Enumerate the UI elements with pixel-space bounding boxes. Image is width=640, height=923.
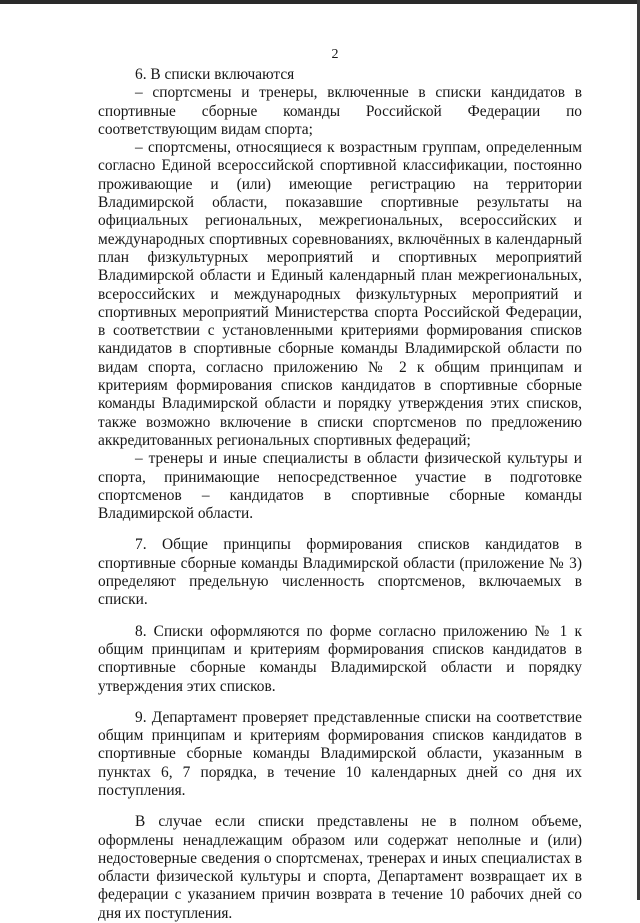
item-8-paragraph: 8. Списки оформляются по форме согласно приложению № 1 к общим принципам и критериям формирования списков кандидатов в спортивные сборные команды Владимирской области и порядку утверждения этих списков. [98,622,582,695]
item-7-paragraph: 7. Общие принципы формирования списков кандидатов в спортивные сборные команды Владимирской области (приложение № 3) определяют предельную численность спортсменов, включаемых в списки. [98,536,582,609]
item-6-heading: 6. В списки включаются [135,66,295,83]
list-item-athletes-coaches-rf: – спортсмены и тренеры, включенные в списки кандидатов в спортивные сборные команды Российской Федерации по соответствующим видам спорта; [98,84,582,138]
document-body [98,66,582,923]
item-9-paragraph: 9. Департамент проверяет представленные списки на соответствие общим принципам и критериям формирования списков кандидатов в спортивные сборные команды Владимирской области, указанным в пунктах 6, 7 порядка, в течение 10 календарных дней со дня их поступления. [98,708,582,799]
page-number: 2 [331,47,339,62]
return-conditions-paragraph: В случае если списки представлены не в полном объеме, оформлены ненадлежащим образом или содержат неполные и (или) недостоверные сведения о спортсменах, тренерах и иных специалистах в области физической культуры и спорта, Департамент возвращает их в федерации с указанием причин возврата в течение 10 рабочих дней со дня их поступления. [98,813,582,922]
list-item-athletes-age-groups: – спортсмены, относящиеся к возрастным группам, определенным согласно Единой всероссийской спортивной классификации, постоянно проживающие и (или) имеющие регистрацию на территории Владимирской области, показавшие спортивные результаты на официальных региональных, межрегиональных, всероссийских и международных спортивных соревнованиях, включённых в календарный план физкультурных мероприятий и спортивных мероприятий Владимирской области и Единый календарный план межрегиональных, всероссийских и международных физкультурных мероприятий и спортивных мероприятий Министерства спорта Российской Федерации, в соответствии с установленными критериями формирования списков кандидатов в спортивные сборные команды Владимирской области по видам спорта, согласно приложению № 2 к общим принципам и критериям формирования списков кандидатов в спортивные сборные команды Владимирской области и порядку утверждения этих списков, также возможно включение в списки спортсменов по предложению аккредитованных региональных спортивных федераций; [98,139,582,449]
scan-top-edge [0,0,640,4]
list-item-coaches-specialists: – тренеры и иные специалисты в области физической культуры и спорта, принимающие непосредственное участие в подготовке спортсменов – кандидатов в спортивные сборные команды Владимирской области. [98,450,582,523]
